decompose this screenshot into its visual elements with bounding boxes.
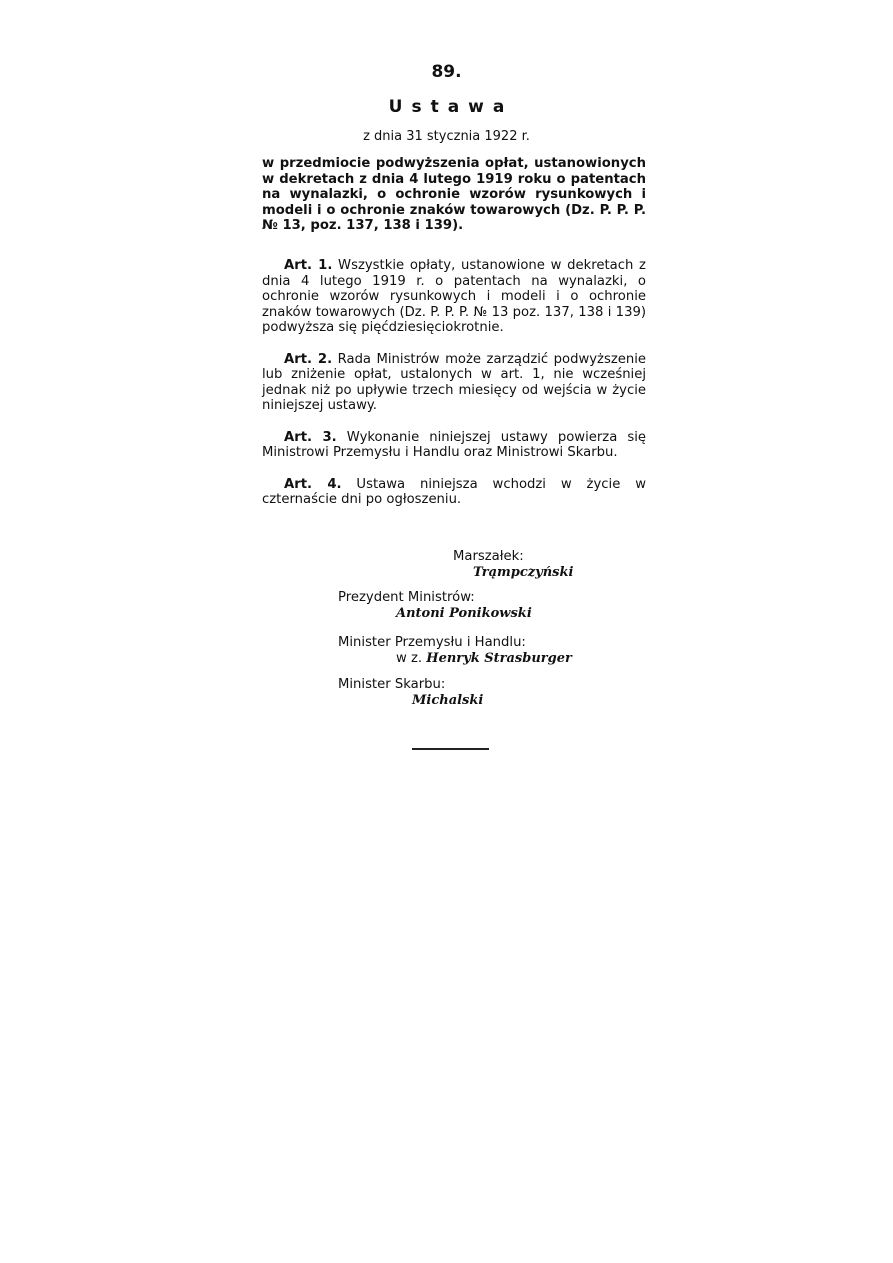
article-label: Art. 3. xyxy=(284,429,337,445)
article-2 xyxy=(262,352,646,414)
article-1 xyxy=(262,258,646,336)
act-date: z dnia 31 stycznia 1922 r. xyxy=(363,129,530,144)
signature-role: Marszałek: xyxy=(453,549,524,564)
article-text: Wykonanie niniejszej ustawy powierza się Ministrowi Przemysłu i Handlu oraz Ministrowi Skarbu. xyxy=(262,429,646,460)
article-text: Wszystkie opłaty, ustanowione w dekretach z dnia 4 lutego 1919 r. o patentach na wynalazki, o ochronie wzorów rysunkowych i modeli i o ochronie znaków towarowych (Dz. P. P. P. № 13 poz. 137, 138 i 139) podwyższa się pięćdziesięciokrotnie. xyxy=(262,258,646,335)
signature-minister-przemyslu xyxy=(338,635,572,667)
articles xyxy=(262,258,646,524)
article-3 xyxy=(262,430,646,461)
article-text: Ustawa niniejsza wchodzi w życie w czternaście dni po ogłoszeniu. xyxy=(262,476,646,507)
article-label: Art. 2. xyxy=(284,351,333,367)
signature-role: Minister Przemysłu i Handlu: xyxy=(338,635,526,650)
signature-prezydent xyxy=(338,590,532,622)
act-title: Ustawa xyxy=(388,97,514,117)
signature-name: Antoni Ponikowski xyxy=(396,606,532,621)
article-label: Art. 1. xyxy=(284,258,333,273)
signature-name: Trąmpczyński xyxy=(473,565,574,580)
signature-role: Minister Skarbu: xyxy=(338,677,446,692)
act-subject: w przedmiocie podwyższenia opłat, ustanowionych w dekretach z dnia 4 lutego 1919 roku o patentach na wynalazki, o ochronie wzorów rysunkowych i modeli i o ochronie znaków towarowych (Dz. P. P. P. № 13, poz. 137, 138 i 139). xyxy=(262,156,646,233)
signature-prefix: w z. xyxy=(396,651,423,666)
signature-marszalek xyxy=(453,549,573,581)
signature-minister-skarbu xyxy=(338,677,483,709)
article-label: Art. 4. xyxy=(284,476,342,492)
article-text: Rada Ministrów może zarządzić podwyższenie lub zniżenie opłat, ustalonych w art. 1, nie wcześniej jednak niż po upływie trzech miesięcy od wejścia w życie niniejszej ustawy. xyxy=(262,351,647,413)
article-4 xyxy=(262,477,646,508)
signature-name: Henryk Strasburger xyxy=(426,651,572,666)
signature-name: Michalski xyxy=(412,693,484,708)
closing-rule xyxy=(412,748,489,750)
page-number: 89. xyxy=(431,62,462,82)
signature-role: Prezydent Ministrów: xyxy=(338,590,475,605)
